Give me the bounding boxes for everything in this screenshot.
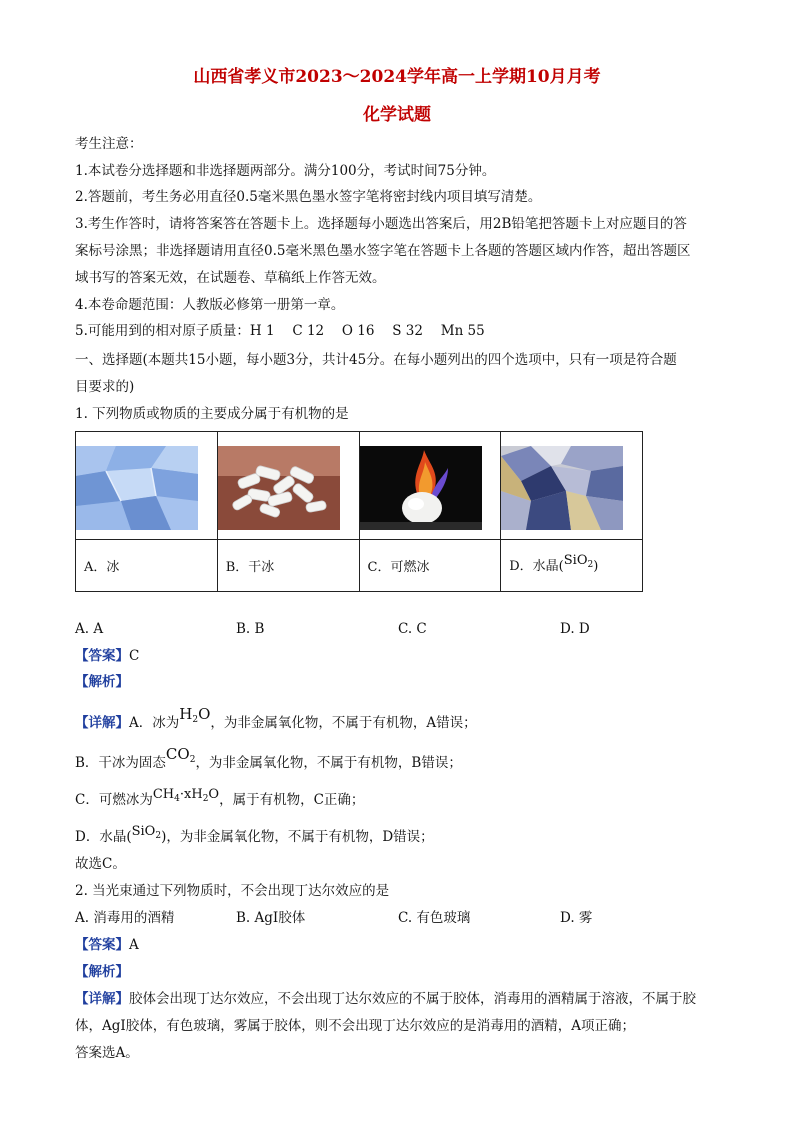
burning-combustible-ice-photo [360,446,482,530]
q1-cell-b-image [217,432,359,540]
exam-subtitle: 化学试题 [363,105,431,125]
q1-answer: 【答案】C [75,648,140,664]
q1-detail-b: B．干冰为固态$CO_2$，为非金属氧化物，不属于有机物，B错误； [75,745,462,771]
notice-item: 案标号涂黑；非选择题请用直径0.5毫米黑色墨水签字笔在答题卡上各题的答题区域内作答，超出答题区 [75,243,691,259]
q1-cell-b-label: B．干冰 [217,540,359,592]
q2-option-a: A. 消毒用的酒精 [75,910,175,926]
q1-option-b: B. B [236,621,265,637]
q1-option-d: D. D [560,621,590,637]
q1-cell-a-label: A．冰 [76,540,218,592]
q1-cell-d-label: D．水晶(SiO$_2$) [501,540,643,592]
dry-ice-pellets-photo [218,446,340,530]
q1-option-a: A. A [75,621,104,637]
section-heading-line: 目要求的) [75,379,135,395]
q2-answer: 【答案】A [75,937,139,953]
q1-stem: 1. 下列物质或物质的主要成分属于有机物的是 [75,406,349,422]
quartz-crystal-photo [501,446,623,530]
q1-conclusion: 故选C。 [75,856,126,872]
notice-item: 域书写的答案无效，在试题卷、草稿纸上作答无效。 [75,270,386,286]
section-heading-line: 一、选择题(本题共15小题，每小题3分，共计45分。在每小题列出的四个选项中，只有一项是符合题 [75,352,677,368]
q1-detail-c: C．可燃冰为$CH_4\cdot xH_2O$，属于有机物，C正确； [75,787,365,808]
q2-analysis-tag: 【解析】 [75,964,129,980]
exam-title: 山西省孝义市2023～2024学年高一上学期10月月考 [193,67,601,87]
q1-options-table [75,431,643,592]
notice-heading: 考生注意： [75,136,143,152]
q1-detail-a: 【详解】A．冰为$H_2O$，为非金属氧化物，不属于有机物，A错误； [75,705,477,731]
q1-cell-a-image [76,432,218,540]
notice-item: 5.可能用到的相对原子质量：H 1 C 12 O 16 S 32 Mn 55 [75,323,485,339]
q1-analysis-tag: 【解析】 [75,674,129,690]
notice-item: 1.本试卷分选择题和非选择题两部分。满分100分，考试时间75分钟。 [75,163,496,179]
sio2-formula: SiO$_2$ [563,553,594,570]
q1-cell-d-image [501,432,643,540]
q1-cell-c-label: C．可燃冰 [359,540,501,592]
q1-cell-c-image [359,432,501,540]
q1-option-c: C. C [398,621,427,637]
q1-detail-d: D．水晶(SiO$_2$)，为非金属氧化物，不属于有机物，D错误； [75,824,434,845]
notice-item: 4.本卷命题范围：人教版必修第一册第一章。 [75,297,345,313]
q2-conclusion: 答案选A。 [75,1045,139,1061]
q2-stem: 2. 当光束通过下列物质时，不会出现丁达尔效应的是 [75,883,390,899]
notice-item: 3.考生作答时，请将答案答在答题卡上。选择题每小题选出答案后，用2B铅笔把答题卡上对应题目的答 [75,216,687,232]
q2-option-d: D. 雾 [560,910,593,926]
q2-option-b: B. AgI胶体 [236,910,306,926]
ice-crystals-photo [76,446,198,530]
q2-detail-line: 体，AgI胶体，有色玻璃，雾属于胶体，则不会出现丁达尔效应的是消毒用的酒精，A项正确； [75,1018,635,1034]
q2-detail-line: 【详解】胶体会出现丁达尔效应，不会出现丁达尔效应的不属于胶体，消毒用的酒精属于溶液，不属于胶 [75,991,696,1007]
q2-option-c: C. 有色玻璃 [398,910,471,926]
notice-item: 2.答题前，考生务必用直径0.5毫米黑色墨水签字笔将密封线内项目填写清楚。 [75,189,542,205]
